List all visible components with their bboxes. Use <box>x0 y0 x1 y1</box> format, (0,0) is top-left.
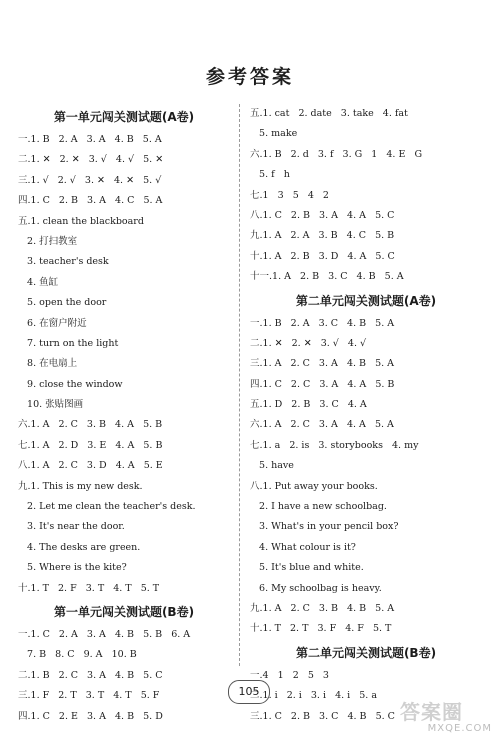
answer-line: 4. What colour is it? <box>250 541 356 553</box>
answer-line: 7. B 8. C 9. A 10. B <box>18 649 137 661</box>
answer-line: 七.1. a 2. is 3. storybooks 4. my <box>250 439 419 451</box>
answer-line: 6. My schoolbag is heavy. <box>250 582 382 594</box>
answer-line: 10. 张贴图画 <box>18 399 84 411</box>
section-heading: 第二单元闯关测试题(B卷) <box>295 645 437 660</box>
section-heading: 第一单元闯关测试题(B卷) <box>53 604 195 619</box>
page-title: 参考答案 <box>205 66 294 88</box>
answer-line: 3. teacher's desk <box>18 256 109 268</box>
answer-line: 7. turn on the light <box>18 337 119 349</box>
watermark-text: 答案圈 <box>400 700 463 724</box>
answer-column-right <box>250 104 482 727</box>
answer-line: 九.1. A 2. C 3. B 4. B 5. A <box>250 602 395 614</box>
answer-line: 二.1. i 2. i 3. i 4. i 5. a <box>250 690 377 702</box>
answer-line: 5. f h <box>250 169 290 181</box>
answer-line: 2. 打扫教室 <box>18 235 78 247</box>
answer-line: 5. open the door <box>18 297 107 309</box>
answer-line: 2. Let me clean the teacher's desk. <box>18 501 196 513</box>
answer-line: 8. 在电扇上 <box>18 358 78 370</box>
answer-line: 六.1. A 2. C 3. A 4. A 5. A <box>250 419 394 431</box>
answer-line: 九.1. This is my new desk. <box>18 480 143 492</box>
answer-line: 三.1. F 2. T 3. T 4. T 5. F <box>18 690 160 702</box>
answer-line: 6. 在窗户附近 <box>18 317 87 329</box>
answer-line: 3. It's near the door. <box>18 521 125 533</box>
answer-line: 5. make <box>250 128 298 140</box>
answer-line: 四.1. C 2. E 3. A 4. B 5. D <box>18 710 163 722</box>
answer-line: 五.1. clean the blackboard <box>18 215 144 227</box>
answer-line: 2. I have a new schoolbag. <box>250 501 387 513</box>
answer-line: 五.1. D 2. B 3. C 4. A <box>250 399 367 411</box>
answer-line: 七.1. A 2. D 3. E 4. A 5. B <box>18 439 163 451</box>
answer-line: 一.1. C 2. A 3. A 4. B 5. B 6. A <box>18 628 191 640</box>
answer-line: 9. close the window <box>18 378 123 390</box>
answer-line: 二.1. ✕ 2. ✕ 3. √ 4. √ 5. ✕ <box>18 154 164 166</box>
answer-line: 十一.1. A 2. B 3. C 4. B 5. A <box>250 271 404 283</box>
answer-line: 十.1. A 2. B 3. D 4. A 5. C <box>250 250 395 262</box>
watermark-url: MXQE.COM <box>427 723 492 734</box>
answer-line: 5. It's blue and white. <box>250 562 364 574</box>
answer-line: 六.1. A 2. C 3. B 4. A 5. B <box>18 419 163 431</box>
answer-line: 七.1 3 5 4 2 <box>250 189 329 201</box>
answer-line: 十.1. T 2. F 3. T 4. T 5. T <box>18 582 160 594</box>
answer-line: 5. have <box>250 460 294 472</box>
column-divider <box>239 104 240 666</box>
answer-line: 三.1. √ 2. √ 3. ✕ 4. ✕ 5. √ <box>18 174 162 186</box>
section-heading: 第二单元闯关测试题(A卷) <box>295 293 437 308</box>
answer-line: 八.1. Put away your books. <box>250 480 378 492</box>
answer-line: 三.1. C 2. B 3. C 4. B 5. C <box>250 710 395 722</box>
answer-line: 3. What's in your pencil box? <box>250 521 399 533</box>
answer-line: 一.1. B 2. A 3. A 4. B 5. A <box>18 134 162 145</box>
section-heading: 第一单元闯关测试题(A卷) <box>53 110 195 124</box>
watermark-logo <box>400 701 492 739</box>
answer-line: 4. 鱼缸 <box>18 276 59 288</box>
answer-line: 一.4 1 2 5 3 <box>250 669 329 681</box>
answer-line: 八.1. C 2. B 3. A 4. A 5. C <box>250 209 395 221</box>
answer-line: 十.1. T 2. T 3. F 4. F 5. T <box>250 623 392 635</box>
page-number: 105 <box>228 680 270 704</box>
answer-line: 四.1. C 2. B 3. A 4. C 5. A <box>18 195 163 207</box>
answer-line: 二.1. ✕ 2. ✕ 3. √ 4. √ <box>250 337 367 349</box>
answer-line: 八.1. A 2. C 3. D 4. A 5. E <box>18 460 163 472</box>
answer-line: 三.1. A 2. C 3. A 4. B 5. A <box>250 358 395 370</box>
answer-line: 六.1. B 2. d 3. f 3. G 1 4. E G <box>250 148 423 160</box>
answer-line: 四.1. C 2. C 3. A 4. A 5. B <box>250 378 395 390</box>
answer-line: 一.1. B 2. A 3. C 4. B 5. A <box>250 317 395 329</box>
answer-line: 九.1. A 2. A 3. B 4. C 5. B <box>250 230 395 242</box>
answer-line: 4. The desks are green. <box>18 541 141 553</box>
answer-column-left <box>18 104 230 727</box>
answer-line: 五.1. cat 2. date 3. take 4. fat <box>250 108 408 119</box>
answer-line: 二.1. B 2. C 3. A 4. B 5. C <box>18 669 163 681</box>
answer-line: 5. Where is the kite? <box>18 562 127 574</box>
